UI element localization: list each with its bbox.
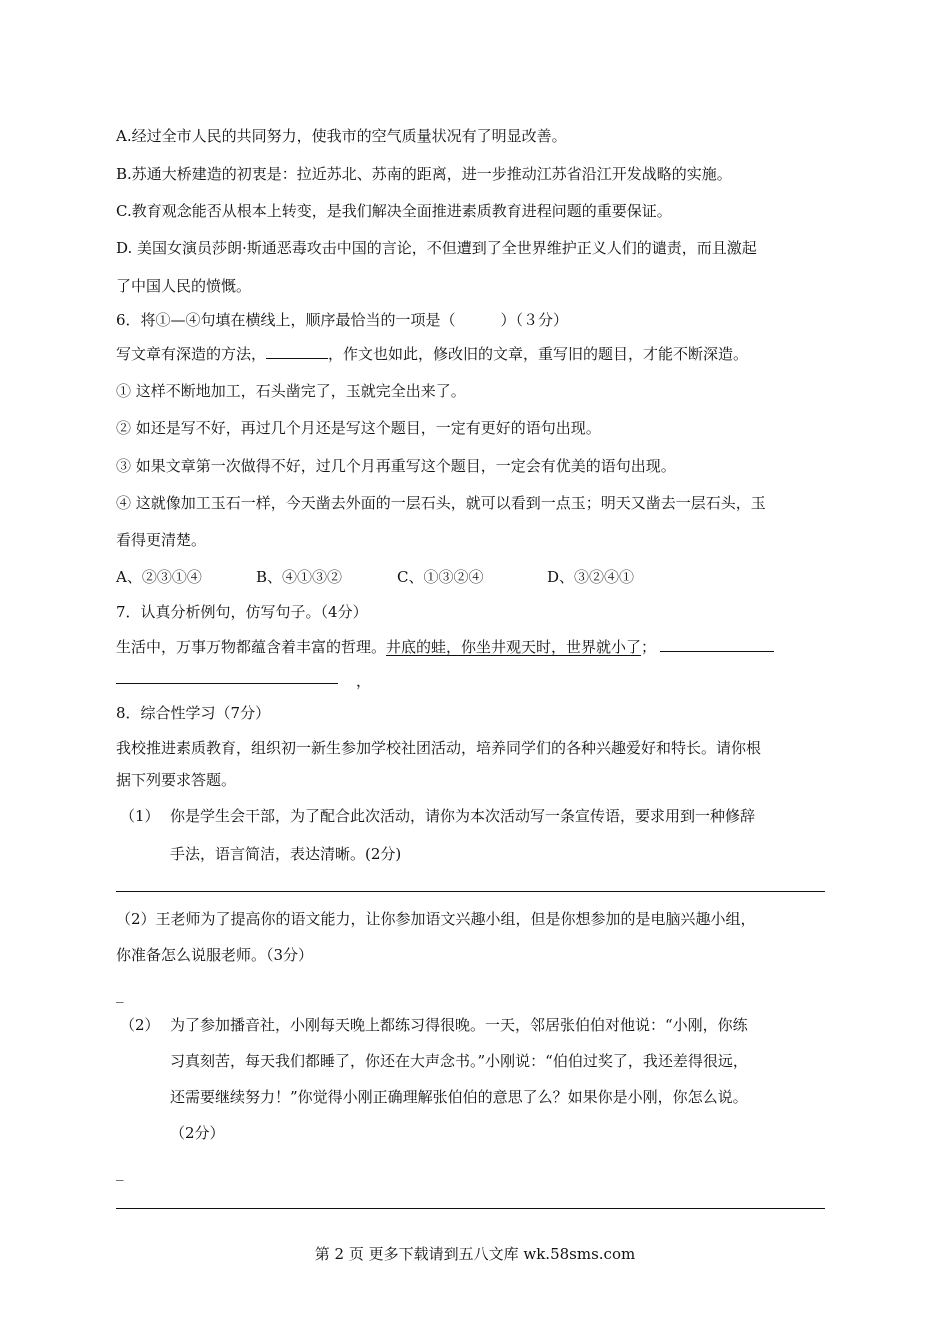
q7-lead [116, 637, 774, 657]
q6-sentence-3: ③ 如果文章第一次做得不好，过几个月再重写这个题目，一定会有优美的语句出现。 [116, 457, 676, 475]
q6-option-b: B、④①③② [256, 568, 343, 586]
q7-blank-1[interactable] [660, 637, 774, 652]
q8-stem: 8．综合性学习（7分） [116, 704, 271, 722]
q5-option-b: B.苏通大桥建造的初衷是：拉近苏北、苏南的距离，进一步推动江苏省沿江开发战略的实施。 [116, 165, 732, 183]
q8-part2-line2: 你准备怎么说服老师。（3分） [116, 946, 314, 964]
q6-options [116, 567, 634, 587]
q6-option-d: D、③②④① [547, 568, 635, 586]
q8-part2-line1: （2）王老师为了提高你的语文能力，让你参加语文兴趣小组，但是你想参加的是电脑兴趣小组， [116, 910, 756, 928]
q8-part3-answer-blank[interactable]: _ [116, 1163, 124, 1181]
q7-semicolon: ； [641, 638, 657, 656]
q8-part3-line4: （2分） [170, 1124, 225, 1142]
q7-stem: 7．认真分析例句，仿写句子。（4分） [116, 603, 368, 621]
q6-stem: 6．将①—④句填在横线上，顺序最恰当的一项是（ ）（３分） [116, 311, 569, 329]
q8-part1-answer-line[interactable] [116, 891, 825, 892]
q6-lead [116, 344, 748, 364]
q8-part3-line3: 还需要继续努力！”你觉得小刚正确理解张伯伯的意思了么？如果你是小刚，你怎么说。 [170, 1088, 748, 1106]
q5-option-c: C.教育观念能否从根本上转变，是我们解决全面推进素质教育进程问题的重要保证。 [116, 202, 672, 220]
q7-comma: ， [356, 672, 372, 690]
q6-option-a: A、②③①④ [116, 568, 202, 586]
q6-sentence-1: ① 这样不断地加工，石头凿完了，玉就完全出来了。 [116, 382, 466, 400]
q6-option-c: C、①③②④ [397, 568, 484, 586]
q6-blank[interactable] [266, 344, 328, 359]
q8-intro-line1: 我校推进素质教育，组织初一新生参加学校社团活动，培养同学们的各种兴趣爱好和特长。请你根 [116, 739, 762, 757]
q8-part3-line1: 为了参加播音社，小刚每天晚上都练习得很晚。一天，邻居张伯伯对他说：“小刚，你练 [170, 1016, 748, 1034]
q5-option-d-line2: 了中国人民的愤慨。 [116, 277, 252, 295]
q8-intro-line2: 据下列要求答题。 [116, 771, 237, 789]
q8-part1-line2: 手法，语言简洁，表达清晰。(2分) [170, 845, 402, 863]
q6-sentence-2: ② 如还是写不好，再过几个月还是写这个题目，一定有更好的语句出现。 [116, 419, 601, 437]
q5-option-d-line1: D. 美国女演员莎朗·斯通恶毒攻击中国的言论，不但遭到了全世界维护正义人们的谴责，而且激起 [116, 239, 757, 257]
q6-sentence-4-line1: ④ 这就像加工玉石一样，今天凿去外面的一层石头，就可以看到一点玉；明天又凿去一层石头，玉 [116, 494, 766, 512]
q6-sentence-4-line2: 看得更清楚。 [116, 531, 207, 549]
q5-option-a: A.经过全市人民的共同努力，使我市的空气质量状况有了明显改善。 [116, 127, 567, 145]
q7-lead-text: 生活中，万事万物都蕴含着丰富的哲理。 [116, 638, 387, 656]
q6-lead-after: ，作文也如此，修改旧的文章，重写旧的题目，才能不断深造。 [328, 345, 749, 363]
q8-part3-number: （2） [120, 1016, 160, 1034]
q8-part3-answer-line[interactable] [116, 1208, 825, 1209]
q6-lead-before: 写文章有深造的方法， [116, 345, 267, 363]
q7-example: 井底的蛙，你坐井观天时，世界就小了 [386, 638, 642, 656]
page-footer: 第 2 页 更多下载请到五八文库 wk.58sms.com [314, 1245, 636, 1263]
q8-part3-line2: 习真刻苦，每天我们都睡了，你还在大声念书。”小刚说：“伯伯过奖了，我还差得很远， [170, 1052, 748, 1070]
q7-blank-2[interactable] [116, 683, 338, 684]
q8-part1-line1: 你是学生会干部，为了配合此次活动，请你为本次活动写一条宣传语，要求用到一种修辞 [170, 807, 756, 825]
q8-part2-answer-blank[interactable]: _ [116, 985, 124, 1003]
q8-part1-number: （1） [120, 807, 160, 825]
